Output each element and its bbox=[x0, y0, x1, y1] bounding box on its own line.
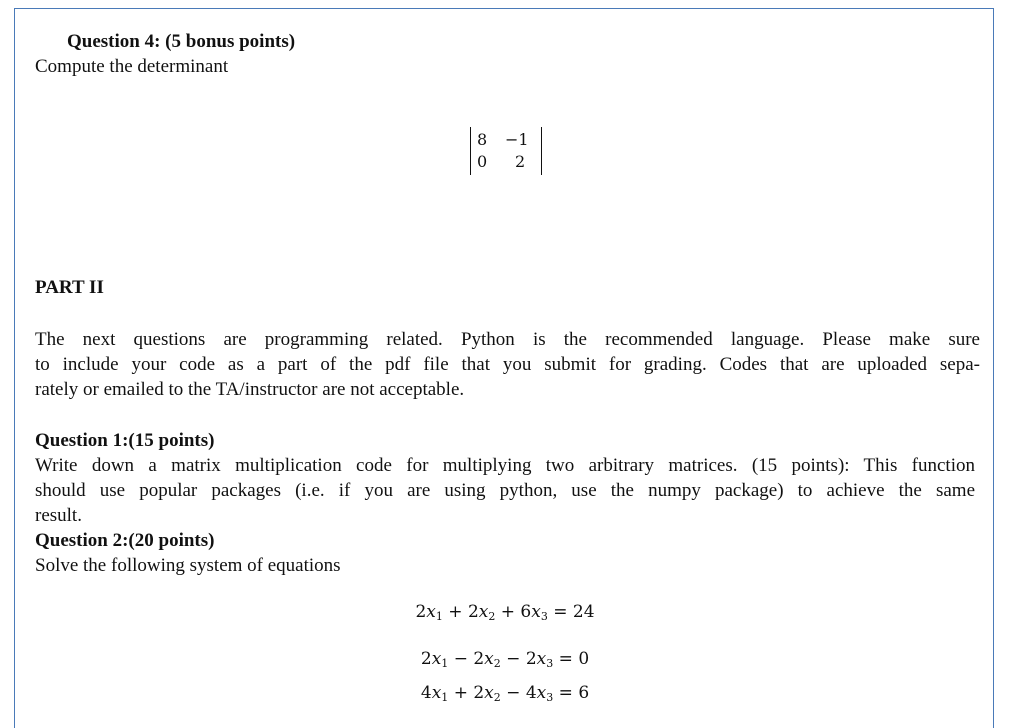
part-ii-intro-line-1: The next questions are programming related. Python is the recommended language. Please make sure bbox=[35, 329, 980, 350]
matrix-cell-r1c2: −1 bbox=[505, 130, 529, 149]
equation-1: $2x_1 + 2x_2 + 6x_3 = 24$ bbox=[415, 602, 595, 623]
question-4-text: Compute the determinant bbox=[35, 56, 229, 77]
question-1-title: Question 1:(15 points) bbox=[35, 430, 215, 451]
part-ii-intro-line-2: to include your code as a part of the pdf file that you submit for grading. Codes that are uploaded sepa- bbox=[35, 354, 980, 375]
part-ii-heading: PART II bbox=[35, 277, 104, 298]
matrix-cell-r1c1: 8 bbox=[477, 130, 488, 149]
equation-2: $2x_1 - 2x_2 - 2x_3 = 0$ bbox=[420, 649, 590, 670]
matrix-cell-r2c2: 2 bbox=[515, 152, 526, 171]
question-1-line-1: Write down a matrix multiplication code for multiplying two arbitrary matrices. (15 points): This function bbox=[35, 455, 975, 476]
matrix-cell-r2c1: 0 bbox=[477, 152, 488, 171]
question-1-line-2: should use popular packages (i.e. if you are using python, use the numpy package) to achieve the same bbox=[35, 480, 975, 501]
equation-3: $4x_1 + 2x_2 - 4x_3 = 6$ bbox=[420, 683, 590, 704]
question-2-text: Solve the following system of equations bbox=[35, 555, 341, 576]
question-1-line-3: result. bbox=[35, 505, 82, 526]
determinant-matrix bbox=[470, 127, 542, 175]
part-ii-intro-line-3: rately or emailed to the TA/instructor are not acceptable. bbox=[35, 379, 465, 400]
question-4-title: Question 4: (5 bonus points) bbox=[67, 31, 296, 52]
question-2-title: Question 2:(20 points) bbox=[35, 530, 215, 551]
